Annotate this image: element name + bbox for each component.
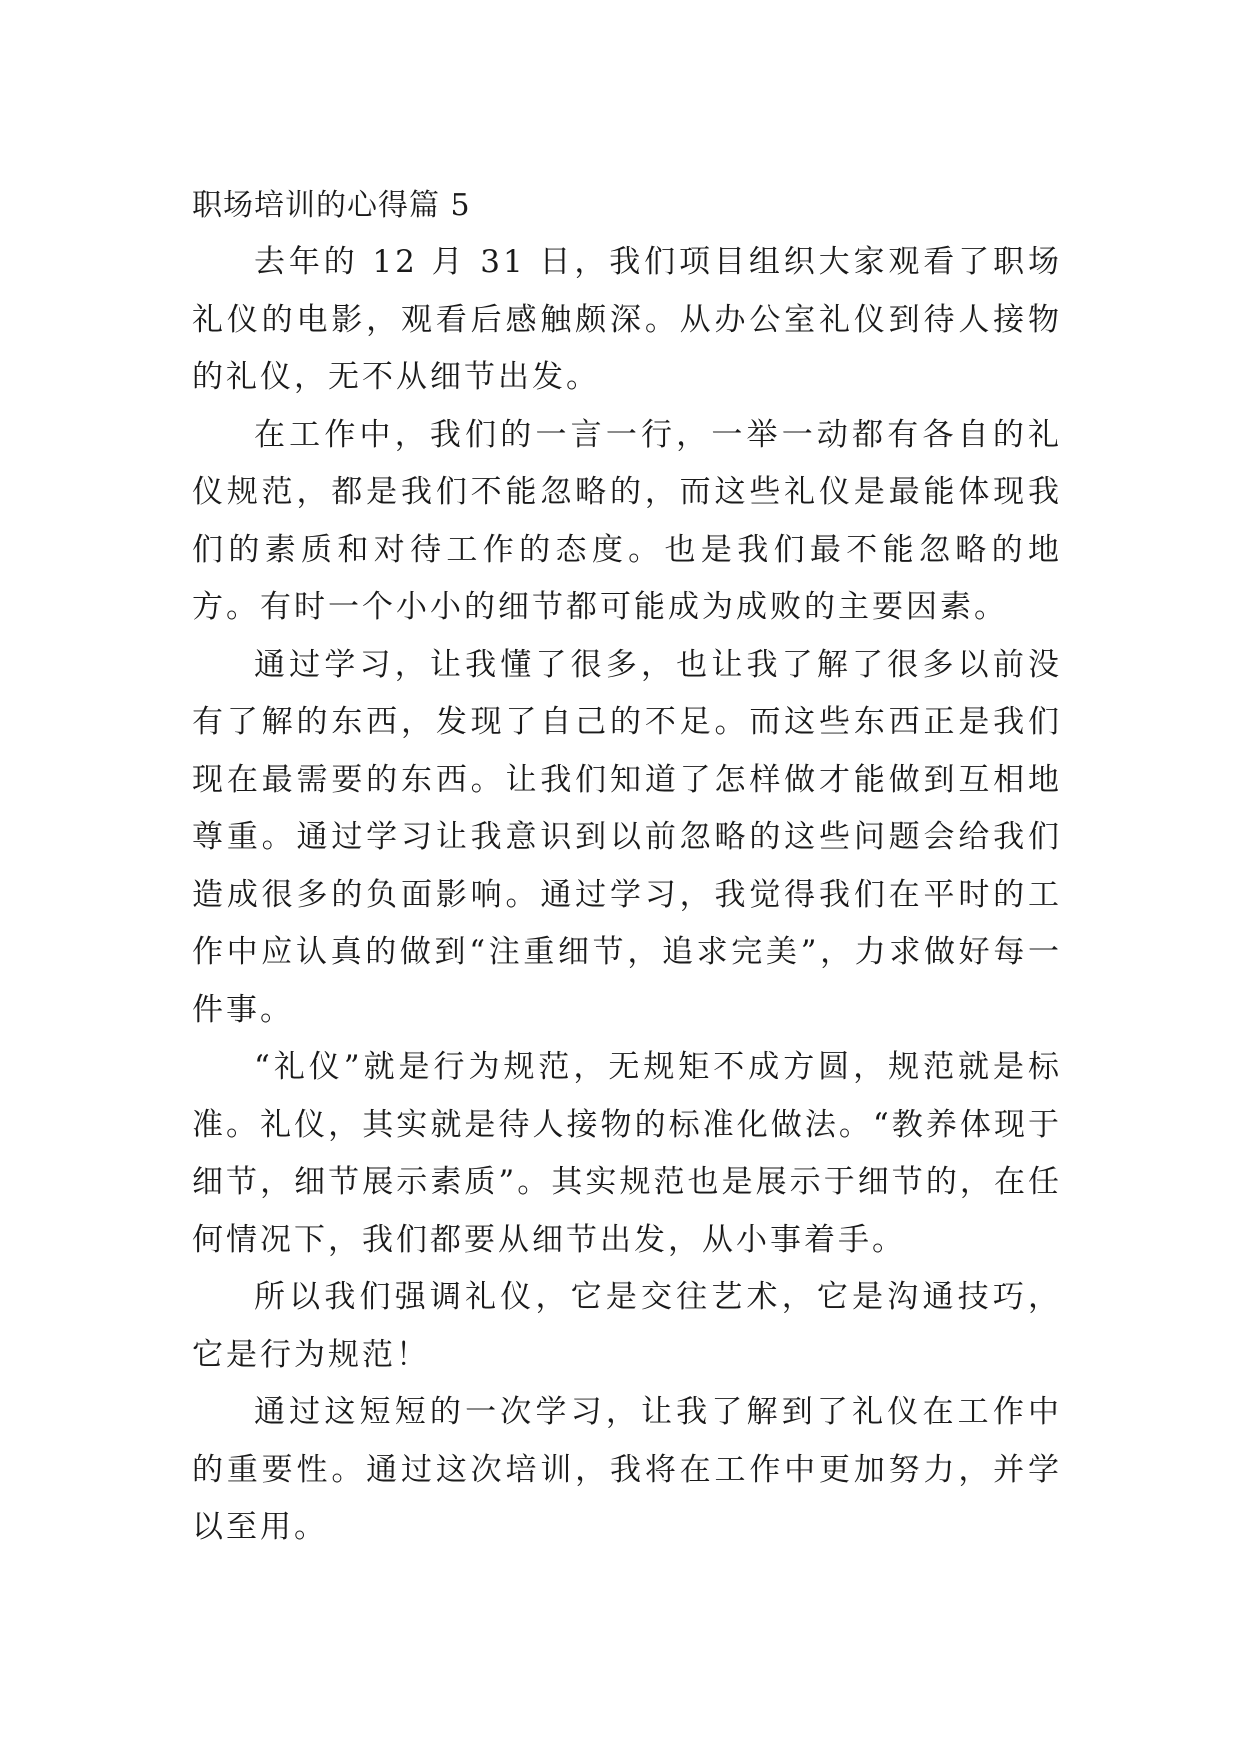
paragraph: 所以我们强调礼仪，它是交往艺术，它是沟通技巧，它是行为规范！	[192, 1279, 1062, 1373]
paragraph: “礼仪”就是行为规范，无规矩不成方圆，规范就是标准。礼仪，其实就是待人接物的标准化做法。“教养体现于细节，细节展示素质”。其实规范也是展示于细节的，在任何情况下，我们都要从细节出发，从小事着手。	[192, 1049, 1062, 1258]
document-body	[192, 178, 1062, 1557]
paragraph: 通过学习，让我懂了很多，也让我了解了很多以前没有了解的东西，发现了自己的不足。而这些东西正是我们现在最需要的东西。让我们知道了怎样做才能做到互相地尊重。通过学习让我意识到以前忽略的这些问题会给我们造成很多的负面影响。通过学习，我觉得我们在平时的工作中应认真的做到“注重细节，追求完美”，力求做好每一件事。	[192, 646, 1062, 1028]
document-title: 职场培训的心得篇 5	[192, 188, 471, 223]
paragraph: 在工作中，我们的一言一行，一举一动都有各自的礼仪规范，都是我们不能忽略的，而这些礼仪是最能体现我们的素质和对待工作的态度。也是我们最不能忽略的地方。有时一个小小的细节都可能成为成败的主要因素。	[192, 416, 1062, 625]
paragraph: 通过这短短的一次学习，让我了解到了礼仪在工作中的重要性。通过这次培训，我将在工作中更加努力，并学以至用。	[192, 1394, 1062, 1545]
paragraph: 去年的 12 月 31 日，我们项目组织大家观看了职场礼仪的电影，观看后感触颇深。从办公室礼仪到待人接物的礼仪，无不从细节出发。	[192, 244, 1062, 395]
